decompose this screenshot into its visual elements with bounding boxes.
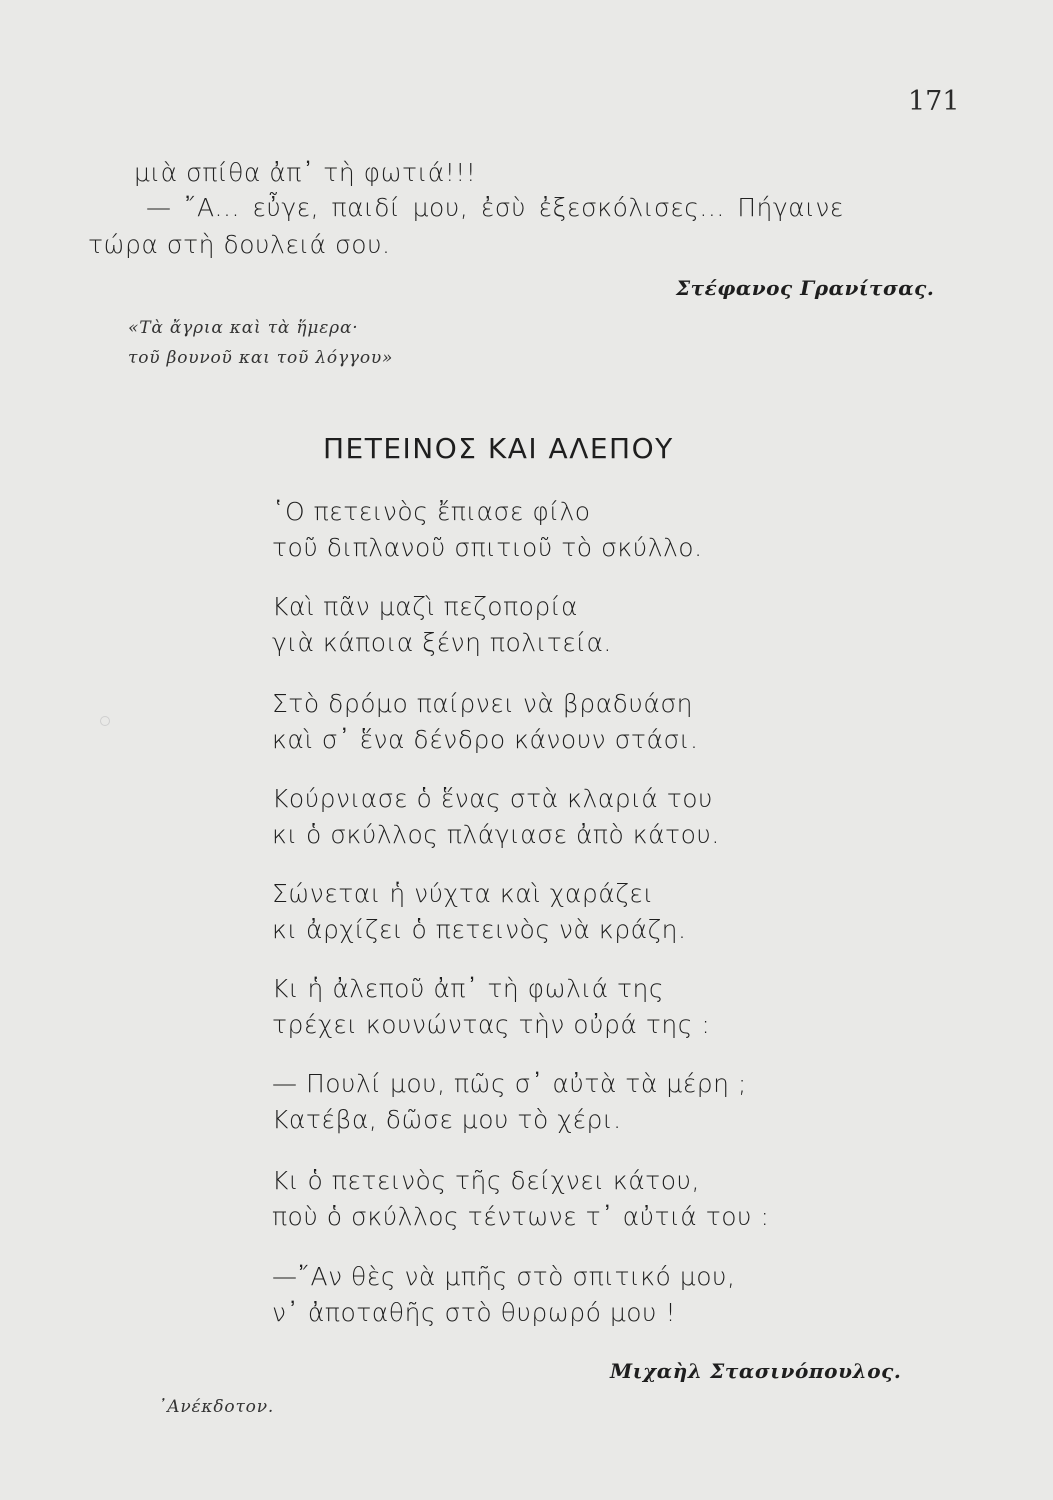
page-number: 171 (908, 86, 960, 117)
epigraph-line: «Τὰ ἄγρια καὶ τὰ ἥμερα· (128, 318, 359, 338)
epigraph-line: τοῦ βουνοῦ και τοῦ λόγγου» (128, 348, 394, 368)
verse-line: Καὶ πᾶν μαζὶ πεζοπορία (272, 592, 578, 621)
verse-line: κι ὁ σκύλλος πλάγιασε ἀπὸ κάτου. (272, 820, 720, 849)
verse-line: — Πουλί μου, πῶς σ᾽ αὐτὰ τὰ μέρη ; (272, 1069, 747, 1098)
poem-title: ΠΕΤΕΙΝΟΣ ΚΑΙ ΑΛΕΠΟΥ (323, 432, 674, 465)
poet-signature: Μιχαὴλ Στασινόπουλος. (610, 1359, 902, 1383)
footnote: ᾽Ανέκδοτον. (158, 1397, 275, 1417)
verse-line: Κατέβα, δῶσε μου τὸ χέρι. (272, 1105, 622, 1134)
verse-line: γιὰ κάποια ξένη πολιτεία. (272, 628, 612, 657)
author-signature: Στέφανος Γρανίτσας. (676, 276, 935, 300)
verse-line: —῎Αν θὲς νὰ μπῆς στὸ σπιτικό μου, (272, 1262, 736, 1291)
verse-line: κι ἀρχίζει ὁ πετεινὸς νὰ κράζη. (272, 915, 687, 944)
verse-line: Σώνεται ἡ νύχτα καὶ χαράζει (272, 879, 654, 908)
paper-speck (100, 716, 110, 726)
prose-line: τώρα στὴ δουλειά σου. (88, 230, 391, 259)
verse-line: Στὸ δρόμο παίρνει νὰ βραδυάση (272, 689, 694, 718)
verse-line: τρέχει κουνώντας τὴν οὐρά της : (272, 1010, 711, 1039)
verse-line: Κι ὁ πετεινὸς τῆς δείχνει κάτου, (272, 1166, 700, 1195)
verse-line: Κι ἡ ἀλεποῦ ἀπ᾽ τὴ φωλιά της (272, 974, 665, 1003)
verse-line: ν᾽ ἀποταθῆς στὸ θυρωρό μου ! (272, 1298, 676, 1327)
prose-line: — ῎Α... εὖγε, παιδί μου, ἐσὺ ἐξεσκόλισες... Πήγαινε (146, 193, 844, 222)
verse-line: ῾Ο πετεινὸς ἔπιασε φίλο (272, 497, 591, 526)
verse-line: καὶ σ᾽ ἕνα δένδρο κάνουν στάσι. (272, 725, 699, 754)
verse-line: τοῦ διπλανοῦ σπιτιοῦ τὸ σκύλλο. (272, 533, 703, 562)
verse-line: ποὺ ὁ σκύλλος τέντωνε τ᾽ αὐτιά του : (272, 1202, 770, 1231)
prose-line: μιὰ σπίθα ἀπ᾽ τὴ φωτιά!!! (134, 158, 477, 187)
verse-line: Κούρνιασε ὁ ἕνας στὰ κλαριά του (272, 784, 714, 813)
